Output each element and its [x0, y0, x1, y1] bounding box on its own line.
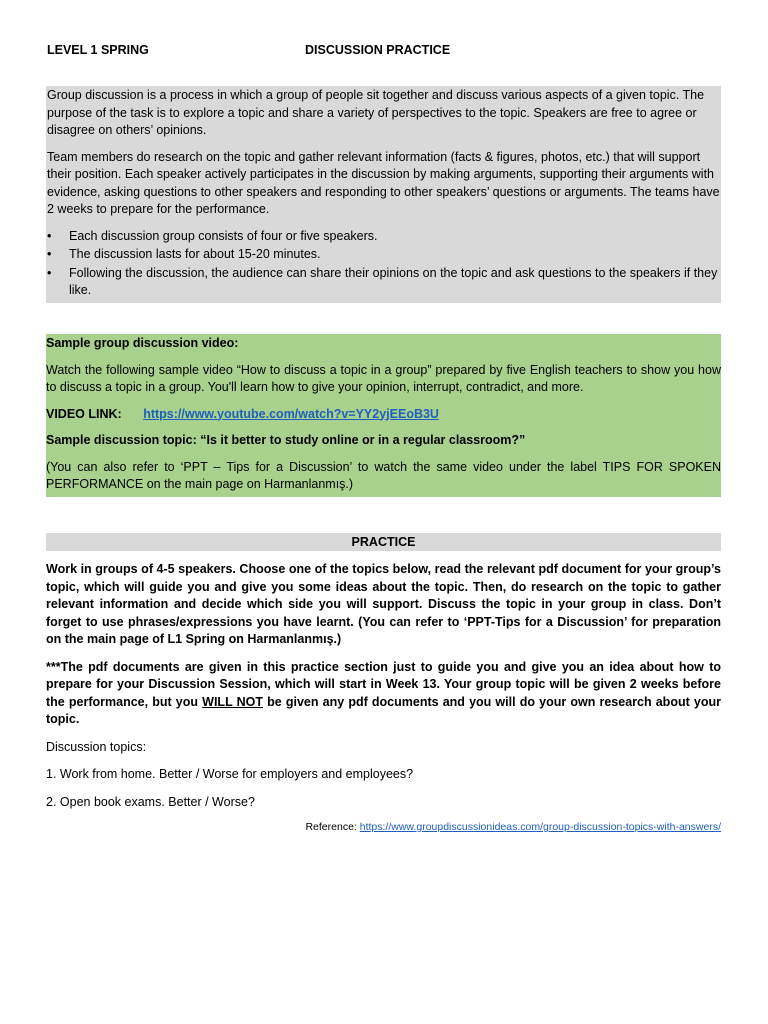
reference-line — [46, 821, 721, 833]
reference-link[interactable]: https://www.groupdiscussionideas.com/group-discussion-topics-with-answers/ — [359, 821, 721, 833]
intro-paragraph-2: Team members do research on the topic and gather relevant information (facts & figures, photos, etc.) that will support their position. Each speaker actively participates in the discussion by making arguments, supporting their arguments with evidence, asking questions to other speakers and responding to other speakers’ questions or arguments. The teams have 2 weeks to prepare for the performance. — [47, 149, 720, 216]
practice-instructions: Work in groups of 4-5 speakers. Choose one of the topics below, read the relevant pdf document for your group’s topic, which will guide you and give you some ideas about the topic. Then, do research on the topic to gather relevant information and decide which side you will support. Discuss the topic in your group in class. Don’t forget to use phrases/expressions you have learnt. (You can refer to ‘PPT-Tips for a Discussion’ for preparation on the main page of L1 Spring on Harmanlanmış.) — [46, 562, 721, 646]
topic-item: 1. Work from home. Better / Worse for employers and employees? — [46, 767, 414, 781]
list-item: • Each discussion group consists of four or five speakers. — [46, 228, 721, 246]
reference-label: Reference: — [305, 821, 360, 833]
intro-bullet-list — [46, 228, 721, 300]
bullet-icon: • — [47, 228, 52, 243]
sample-video-box — [46, 334, 721, 497]
level-label: LEVEL 1 SPRING — [47, 43, 149, 57]
practice-note: ***The pdf documents are given in this practice section just to guide you and give you an idea about how to prepare for your Discussion Session, which will start in Week 13. Your group topic will be given 2 weeks before the performance, but you WILL NOT be given any pdf documents and you will do your own research about your topic. — [46, 659, 721, 726]
video-link-row — [46, 406, 721, 424]
practice-title-bar — [46, 533, 721, 551]
sample-topic-row — [46, 432, 721, 450]
topic-item: 2. Open book exams. Better / Worse? — [46, 794, 255, 809]
intro-paragraph-1: Group discussion is a process in which a group of people sit together and discuss various aspects of a given topic. The purpose of the task is to explore a topic and share a variety of perspectives to the topic. Speakers are free to agree or disagree on others’ opinions. — [47, 88, 705, 137]
sample-topic-label: Sample discussion topic: — [46, 433, 197, 447]
page-title: DISCUSSION PRACTICE — [305, 43, 451, 57]
bullet-icon: • — [47, 265, 52, 280]
topics-heading: Discussion topics: — [46, 739, 147, 754]
sample-heading: Sample group discussion video: — [46, 336, 239, 350]
page-header — [47, 43, 721, 61]
practice-section — [46, 561, 721, 833]
list-item: • Following the discussion, the audience can share their opinions on the topic and ask questions to the speakers if they like. — [47, 265, 718, 297]
video-link[interactable]: https://www.youtube.com/watch?v=YY2yjEEoB3U — [143, 406, 439, 421]
sample-note: (You can also refer to ‘PPT – Tips for a Discussion’ to watch the same video under the label TIPS FOR SPOKEN PERFORMANCE on the main page on Harmanlanmış.) — [46, 459, 721, 491]
video-link-label: VIDEO LINK: — [46, 406, 122, 421]
practice-title: PRACTICE — [351, 535, 416, 549]
sample-description: Watch the following sample video “How to discuss a topic in a group” prepared by five English teachers to show you how to discuss a topic in a group. You'll learn how to give your opinion, interrupt, contradict, and more. — [46, 362, 721, 394]
sample-topic-text: “Is it better to study online or in a regular classroom?” — [200, 433, 526, 447]
list-item: • The discussion lasts for about 15-20 minutes. — [46, 246, 721, 264]
intro-box — [46, 86, 721, 303]
will-not-emphasis: WILL NOT — [202, 694, 263, 709]
bullet-icon: • — [47, 247, 52, 261]
